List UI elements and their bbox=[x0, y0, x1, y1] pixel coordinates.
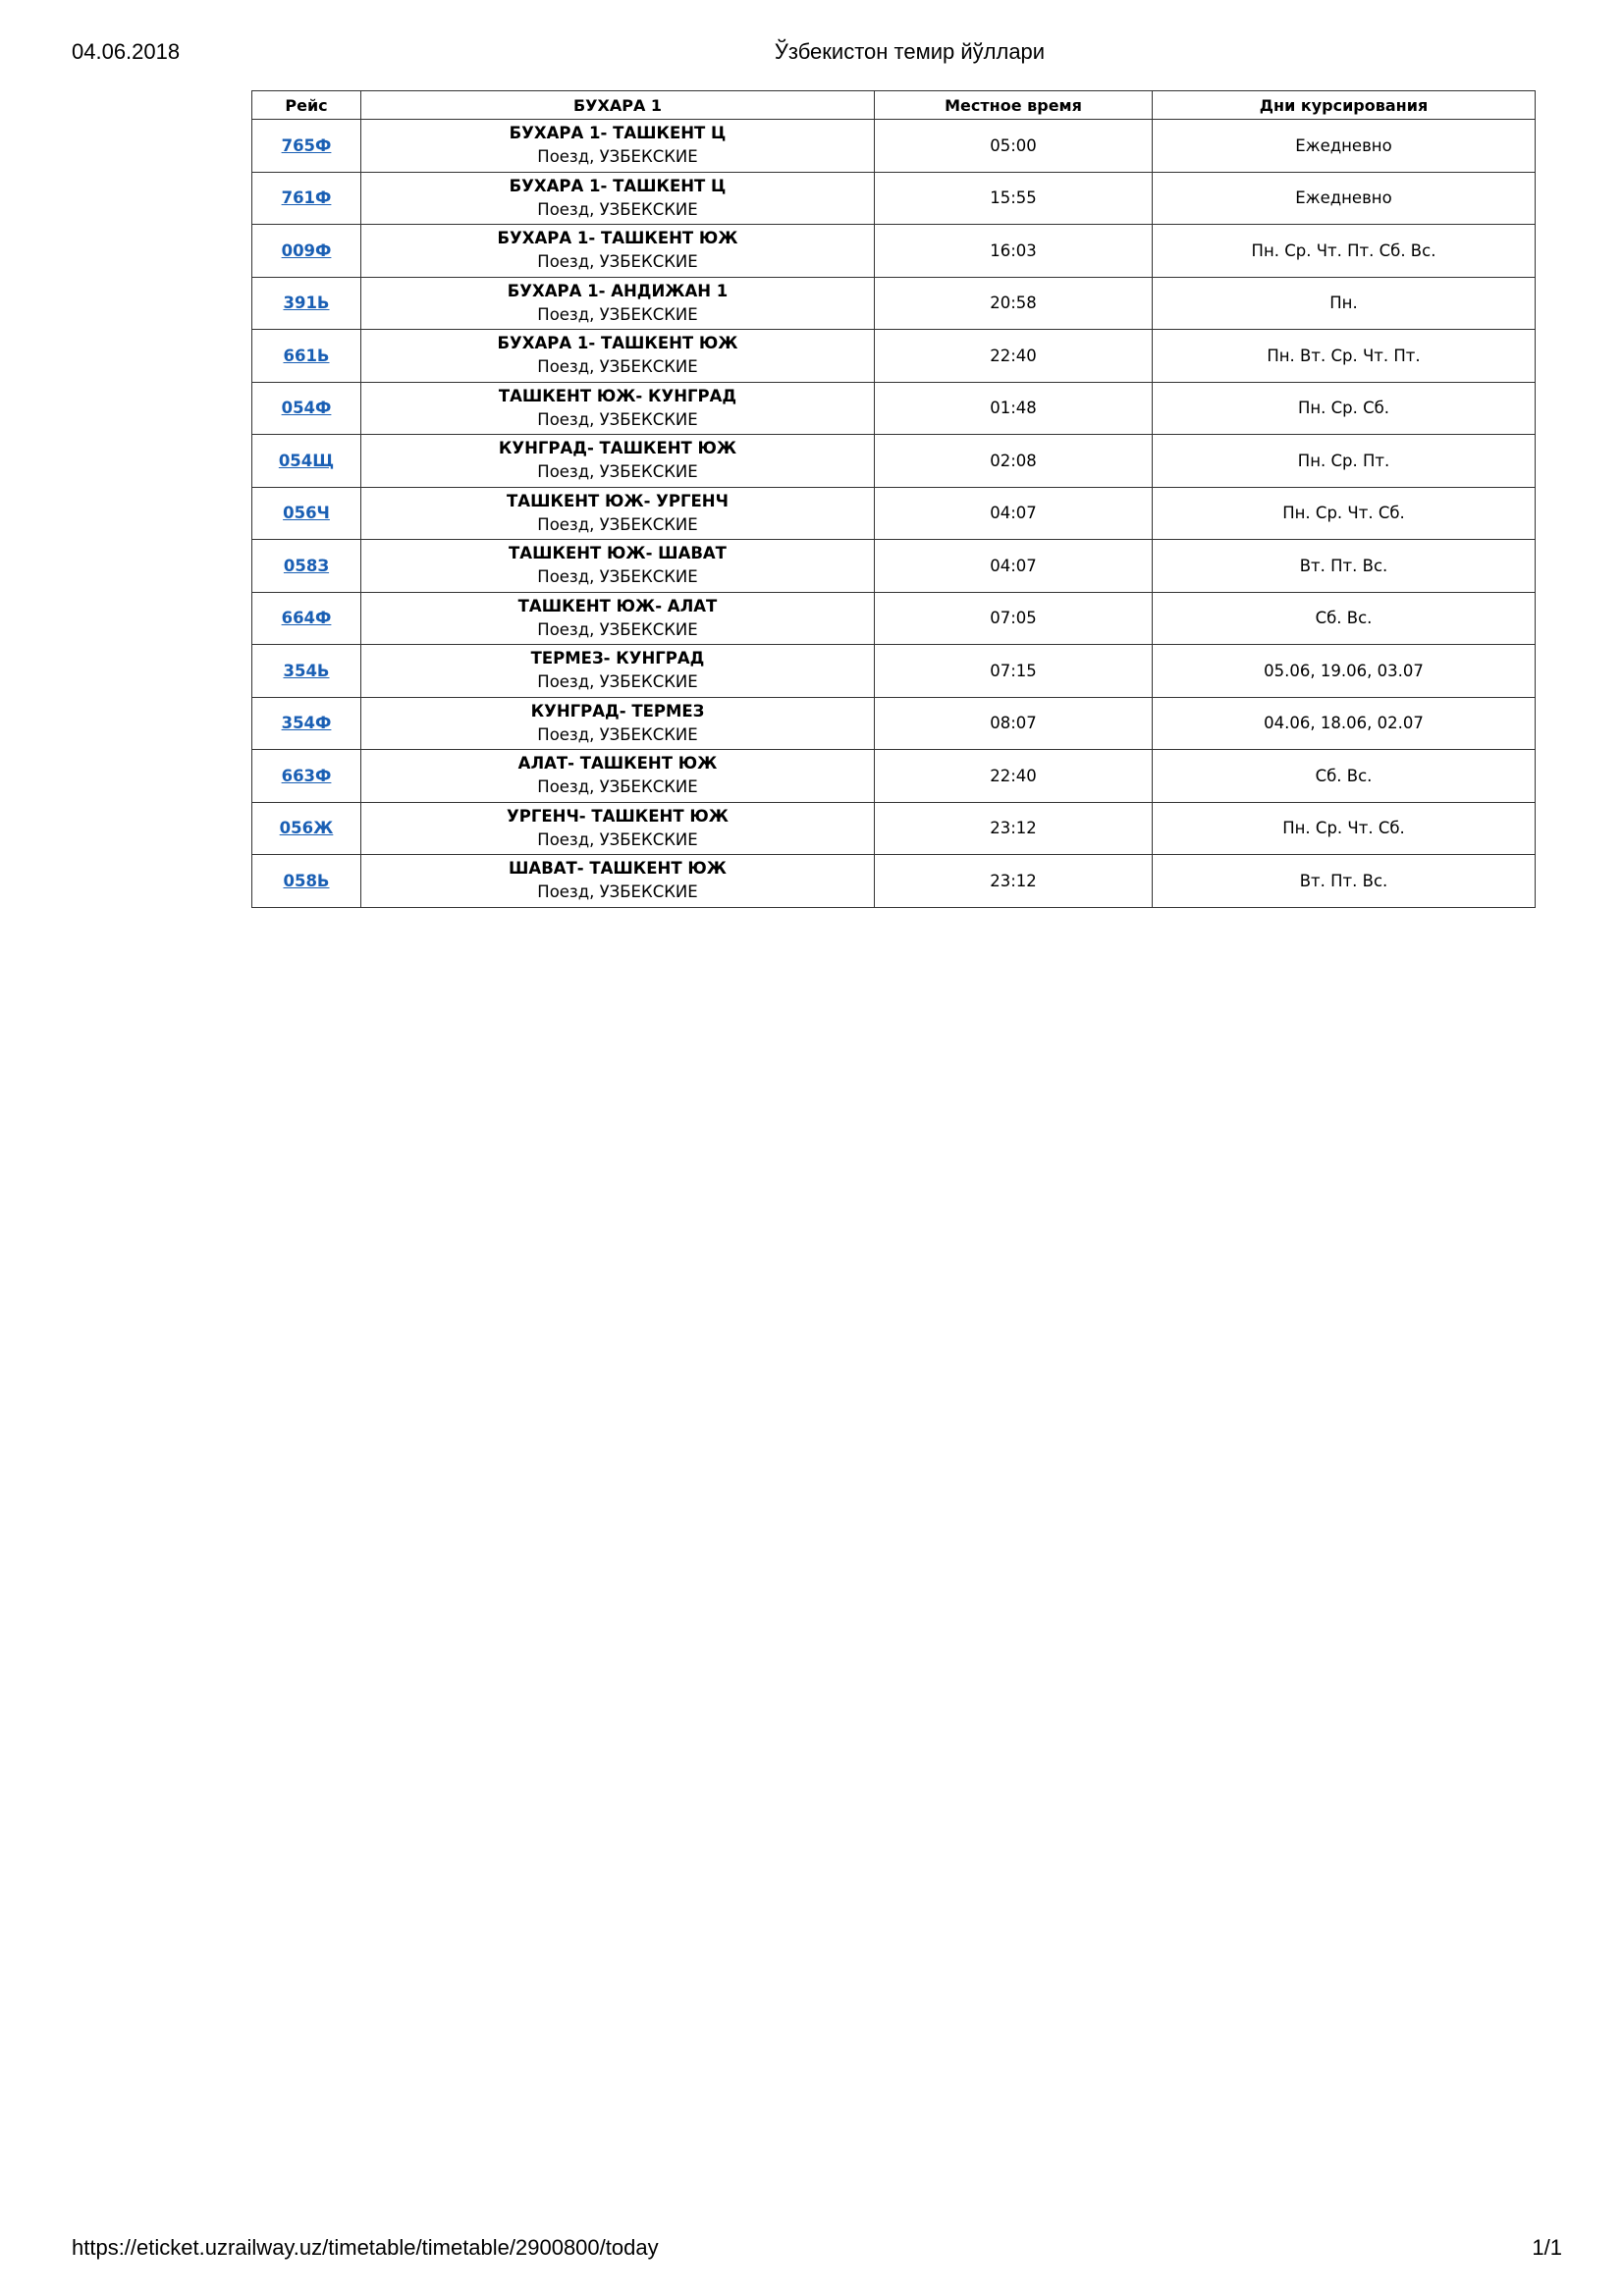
route-name: КУНГРАД- ТЕРМЕЗ bbox=[530, 701, 705, 721]
table-row bbox=[252, 697, 1536, 750]
train-number-link[interactable]: 664Ф bbox=[281, 609, 332, 628]
route-name: БУХАРА 1- АНДИЖАН 1 bbox=[507, 281, 729, 300]
table-row bbox=[252, 382, 1536, 435]
local-time-cell: 01:48 bbox=[875, 382, 1153, 435]
local-time-cell: 04:07 bbox=[875, 540, 1153, 593]
train-number-cell bbox=[252, 802, 361, 855]
train-number-cell bbox=[252, 592, 361, 645]
local-time-cell: 22:40 bbox=[875, 750, 1153, 803]
days-cell: Пн. Ср. Чт. Сб. bbox=[1153, 802, 1536, 855]
train-number-link[interactable]: 354Ь bbox=[283, 661, 330, 680]
train-number-link[interactable]: 009Ф bbox=[281, 240, 332, 260]
route-cell bbox=[361, 855, 875, 908]
days-cell: Пн. Ср. Пт. bbox=[1153, 435, 1536, 488]
train-number-cell bbox=[252, 855, 361, 908]
train-number-link[interactable]: 058З bbox=[283, 556, 330, 575]
train-number-link[interactable]: 765Ф bbox=[281, 135, 332, 155]
train-type: Поезд, УЗБЕКСКИЕ bbox=[537, 199, 698, 219]
route-name: ТАШКЕНТ ЮЖ- АЛАТ bbox=[517, 596, 718, 615]
timetable-body bbox=[252, 120, 1536, 908]
local-time-cell: 05:00 bbox=[875, 120, 1153, 173]
page-title: Ўзбекистон темир йўллари bbox=[774, 39, 1046, 64]
train-number-cell bbox=[252, 697, 361, 750]
train-number-link[interactable]: 661Ь bbox=[283, 346, 330, 365]
train-number-link[interactable]: 056Ч bbox=[283, 504, 330, 523]
train-type: Поезд, УЗБЕКСКИЕ bbox=[537, 357, 698, 377]
train-type: Поезд, УЗБЕКСКИЕ bbox=[537, 829, 698, 849]
local-time-cell: 08:07 bbox=[875, 697, 1153, 750]
local-time-cell: 02:08 bbox=[875, 435, 1153, 488]
table-row bbox=[252, 120, 1536, 173]
train-number-cell bbox=[252, 487, 361, 540]
route-cell bbox=[361, 697, 875, 750]
column-header-train: Рейс bbox=[252, 91, 361, 120]
table-row bbox=[252, 855, 1536, 908]
local-time-cell: 15:55 bbox=[875, 172, 1153, 225]
print-url: https://eticket.uzrailway.uz/timetable/timetable/2900800/today bbox=[72, 2235, 659, 2260]
route-cell bbox=[361, 225, 875, 278]
days-cell: 05.06, 19.06, 03.07 bbox=[1153, 645, 1536, 698]
days-cell: Вт. Пт. Вс. bbox=[1153, 855, 1536, 908]
route-name: УРГЕНЧ- ТАШКЕНТ ЮЖ bbox=[507, 806, 729, 826]
train-type: Поезд, УЗБЕКСКИЕ bbox=[537, 514, 698, 534]
route-cell bbox=[361, 540, 875, 593]
route-cell bbox=[361, 592, 875, 645]
train-number-cell bbox=[252, 750, 361, 803]
route-cell bbox=[361, 172, 875, 225]
local-time-cell: 23:12 bbox=[875, 802, 1153, 855]
local-time-cell: 23:12 bbox=[875, 855, 1153, 908]
train-number-link[interactable]: 354Ф bbox=[281, 714, 332, 733]
route-name: БУХАРА 1- ТАШКЕНТ ЮЖ bbox=[497, 229, 738, 248]
train-number-link[interactable]: 054Щ bbox=[278, 451, 335, 470]
route-name: БУХАРА 1- ТАШКЕНТ Ц bbox=[509, 176, 727, 195]
days-cell: Ежедневно bbox=[1153, 172, 1536, 225]
table-row bbox=[252, 172, 1536, 225]
days-cell: 04.06, 18.06, 02.07 bbox=[1153, 697, 1536, 750]
train-number-cell bbox=[252, 382, 361, 435]
route-cell bbox=[361, 277, 875, 330]
train-number-link[interactable]: 761Ф bbox=[281, 188, 332, 208]
route-name: КУНГРАД- ТАШКЕНТ ЮЖ bbox=[498, 439, 737, 458]
column-header-station: БУХАРА 1 bbox=[361, 91, 875, 120]
route-cell bbox=[361, 802, 875, 855]
route-cell bbox=[361, 330, 875, 383]
table-row bbox=[252, 277, 1536, 330]
route-cell bbox=[361, 645, 875, 698]
local-time-cell: 04:07 bbox=[875, 487, 1153, 540]
train-type: Поезд, УЗБЕКСКИЕ bbox=[537, 882, 698, 902]
train-type: Поезд, УЗБЕКСКИЕ bbox=[537, 777, 698, 797]
timetable-table bbox=[251, 90, 1536, 908]
route-cell bbox=[361, 120, 875, 173]
table-row bbox=[252, 330, 1536, 383]
route-cell bbox=[361, 487, 875, 540]
table-row bbox=[252, 802, 1536, 855]
train-type: Поезд, УЗБЕКСКИЕ bbox=[537, 619, 698, 639]
days-cell: Сб. Вс. bbox=[1153, 592, 1536, 645]
days-cell: Пн. Ср. Чт. Пт. Сб. Вс. bbox=[1153, 225, 1536, 278]
train-number-cell bbox=[252, 172, 361, 225]
train-number-link[interactable]: 058Ь bbox=[283, 871, 330, 890]
train-number-link[interactable]: 056Ж bbox=[279, 819, 334, 838]
table-row bbox=[252, 592, 1536, 645]
train-type: Поезд, УЗБЕКСКИЕ bbox=[537, 304, 698, 324]
route-name: БУХАРА 1- ТАШКЕНТ Ц bbox=[509, 124, 727, 143]
train-number-cell bbox=[252, 277, 361, 330]
route-name: ТАШКЕНТ ЮЖ- КУНГРАД bbox=[498, 386, 737, 405]
train-number-link[interactable]: 054Ф bbox=[281, 399, 332, 418]
table-header-row bbox=[252, 91, 1536, 120]
print-date: 04.06.2018 bbox=[72, 39, 181, 64]
route-name: ТЕРМЕЗ- КУНГРАД bbox=[530, 649, 705, 668]
local-time-cell: 22:40 bbox=[875, 330, 1153, 383]
train-number-link[interactable]: 391Ь bbox=[283, 294, 330, 313]
days-cell: Пн. bbox=[1153, 277, 1536, 330]
table-row bbox=[252, 750, 1536, 803]
route-name: ШАВАТ- ТАШКЕНТ ЮЖ bbox=[509, 859, 727, 879]
route-cell bbox=[361, 382, 875, 435]
local-time-cell: 20:58 bbox=[875, 277, 1153, 330]
days-cell: Вт. Пт. Вс. bbox=[1153, 540, 1536, 593]
days-cell: Пн. Ср. Сб. bbox=[1153, 382, 1536, 435]
column-header-local-time: Местное время bbox=[875, 91, 1153, 120]
column-header-days: Дни курсирования bbox=[1153, 91, 1536, 120]
days-cell: Сб. Вс. bbox=[1153, 750, 1536, 803]
route-name: ТАШКЕНТ ЮЖ- УРГЕНЧ bbox=[507, 491, 729, 510]
route-name: БУХАРА 1- ТАШКЕНТ ЮЖ bbox=[497, 334, 738, 353]
table-row bbox=[252, 540, 1536, 593]
train-number-cell bbox=[252, 330, 361, 383]
train-type: Поезд, УЗБЕКСКИЕ bbox=[537, 672, 698, 692]
train-type: Поезд, УЗБЕКСКИЕ bbox=[537, 567, 698, 587]
train-type: Поезд, УЗБЕКСКИЕ bbox=[537, 724, 698, 744]
local-time-cell: 16:03 bbox=[875, 225, 1153, 278]
train-type: Поезд, УЗБЕКСКИЕ bbox=[537, 409, 698, 429]
table-row bbox=[252, 225, 1536, 278]
table-row bbox=[252, 435, 1536, 488]
route-cell bbox=[361, 435, 875, 488]
train-number-cell bbox=[252, 645, 361, 698]
local-time-cell: 07:15 bbox=[875, 645, 1153, 698]
route-name: АЛАТ- ТАШКЕНТ ЮЖ bbox=[517, 754, 718, 774]
train-number-link[interactable]: 663Ф bbox=[281, 766, 332, 785]
train-type: Поезд, УЗБЕКСКИЕ bbox=[537, 462, 698, 482]
page-number: 1/1 bbox=[1532, 2235, 1562, 2260]
train-type: Поезд, УЗБЕКСКИЕ bbox=[537, 252, 698, 272]
train-number-cell bbox=[252, 435, 361, 488]
table-row bbox=[252, 487, 1536, 540]
local-time-cell: 07:05 bbox=[875, 592, 1153, 645]
train-number-cell bbox=[252, 120, 361, 173]
days-cell: Ежедневно bbox=[1153, 120, 1536, 173]
train-number-cell bbox=[252, 225, 361, 278]
route-cell bbox=[361, 750, 875, 803]
table-row bbox=[252, 645, 1536, 698]
train-number-cell bbox=[252, 540, 361, 593]
train-type: Поезд, УЗБЕКСКИЕ bbox=[537, 147, 698, 167]
days-cell: Пн. Вт. Ср. Чт. Пт. bbox=[1153, 330, 1536, 383]
route-name: ТАШКЕНТ ЮЖ- ШАВАТ bbox=[509, 544, 727, 563]
days-cell: Пн. Ср. Чт. Сб. bbox=[1153, 487, 1536, 540]
